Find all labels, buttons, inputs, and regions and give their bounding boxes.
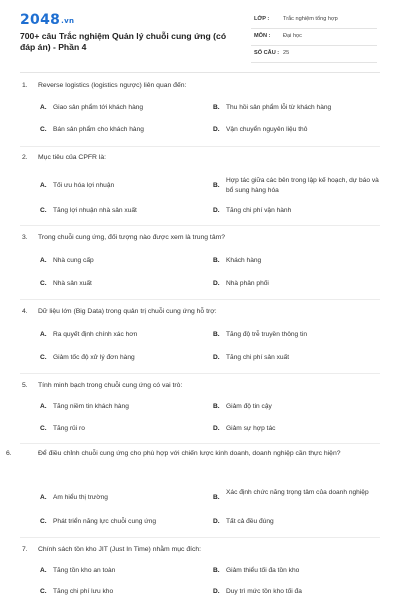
option-text: Tất cả đều đúng: [226, 518, 274, 525]
question-number: 5.: [22, 382, 28, 389]
meta-class-row: [251, 12, 377, 29]
option-letter: C.: [40, 588, 47, 595]
option-text: Ra quyết định chính xác hơn: [53, 331, 138, 338]
document-header: [0, 0, 400, 72]
logo-sub: .vn: [61, 17, 75, 25]
question-divider: [20, 225, 380, 226]
option-letter: D.: [213, 588, 220, 595]
question-text: [22, 81, 378, 91]
option-letter: D.: [213, 425, 220, 432]
question-prompt: Để điều chỉnh chuỗi cung ứng cho phù hợp với chiến lược kinh doanh, doanh nghiệp cần thực hiện?: [38, 450, 341, 457]
question-number: 4.: [22, 308, 28, 315]
option-letter: B.: [213, 494, 220, 501]
question-number: 2.: [22, 154, 28, 161]
option-text: Tăng rủi ro: [53, 425, 85, 432]
document-meta: [251, 12, 377, 63]
option-letter: B.: [213, 182, 220, 189]
question-divider: [20, 146, 380, 147]
option-letter: C.: [40, 280, 47, 287]
option-text: Am hiểu thị trường: [53, 494, 108, 501]
option-letter: D.: [213, 280, 220, 287]
meta-class-label: LỚP :: [254, 16, 270, 22]
question-text: [22, 153, 378, 163]
question-divider: [20, 299, 380, 300]
option-letter: B.: [213, 567, 220, 574]
option-letter: D.: [213, 354, 220, 361]
option-text: Tối ưu hóa lợi nhuận: [53, 182, 115, 189]
option-letter: B.: [213, 403, 220, 410]
option-text: Tăng tồn kho an toàn: [53, 567, 116, 574]
option-text: Tăng chi phí sản xuất: [226, 354, 290, 361]
meta-subject-value: Đại học: [283, 33, 302, 39]
question-text: [6, 449, 378, 459]
option-text: Khách hàng: [226, 257, 262, 264]
question-item: [0, 151, 400, 231]
meta-subject-label: MÔN :: [254, 33, 271, 39]
option-letter: B.: [213, 104, 220, 111]
question-text: [22, 233, 378, 243]
meta-count-value: 25: [283, 50, 290, 56]
option-letter: A.: [40, 567, 47, 574]
option-text: Tăng độ trễ truyền thông tin: [226, 331, 308, 338]
option-text: Nhà cung cấp: [53, 257, 94, 264]
option-text: Tăng lợi nhuận nhà sản xuất: [53, 207, 137, 214]
option-text: Nhà phân phối: [226, 280, 269, 287]
option-letter: C.: [40, 126, 47, 133]
option-letter: A.: [40, 257, 47, 264]
meta-class-value: Trắc nghiệm tổng hợp: [283, 16, 338, 22]
option-letter: C.: [40, 518, 47, 525]
option-letter: A.: [40, 104, 47, 111]
meta-subject-row: [251, 29, 377, 46]
option-letter: B.: [213, 331, 220, 338]
option-text: Giảm sự hợp tác: [226, 425, 276, 432]
option-text: Giảm tốc độ xử lý đơn hàng: [53, 354, 135, 361]
option-text: Vận chuyển nguyên liệu thô: [226, 126, 308, 133]
question-text: [22, 545, 378, 555]
meta-count-label: SỐ CÂU :: [254, 50, 280, 56]
question-divider: [20, 537, 380, 538]
question-list: [0, 79, 400, 600]
option-text: Tăng chi phí vận hành: [226, 207, 292, 214]
question-item: [0, 231, 400, 305]
option-text: Phát triển năng lực chuỗi cung ứng: [53, 518, 157, 525]
option-letter: A.: [40, 331, 47, 338]
option-letter: D.: [213, 207, 220, 214]
option-text: Xác định chức năng trọng tâm của doanh nghiệp: [226, 489, 369, 496]
question-prompt: Mục tiêu của CPFR là:: [38, 154, 106, 161]
question-item: [0, 305, 400, 379]
header-divider: [20, 72, 380, 73]
option-letter: C.: [40, 425, 47, 432]
logo-main: 2048: [20, 12, 61, 28]
option-text: Bán sản phẩm cho khách hàng: [53, 126, 144, 133]
option-text: Hợp tác giữa các bên trong lập kế hoạch, dự báo và bổ sung hàng hóa: [226, 177, 379, 194]
site-logo[interactable]: [20, 12, 74, 28]
question-divider: [20, 443, 380, 444]
question-number: 1.: [22, 82, 28, 89]
question-number: 6.: [6, 450, 12, 457]
question-prompt: Chính sách tồn kho JIT (Just In Time) nhằm mục đích:: [38, 546, 202, 553]
option-letter: A.: [40, 403, 47, 410]
option-text: Giao sản phẩm tới khách hàng: [53, 104, 144, 111]
question-number: 7.: [22, 546, 28, 553]
question-text: [22, 307, 378, 317]
option-text: Giảm độ tin cậy: [226, 403, 272, 410]
option-text: Tăng niềm tin khách hàng: [53, 403, 129, 410]
option-letter: C.: [40, 354, 47, 361]
question-number: 3.: [22, 234, 28, 241]
question-text: [22, 381, 378, 391]
option-text: Thu hồi sản phẩm lỗi từ khách hàng: [226, 104, 332, 111]
meta-count-row: [251, 46, 377, 63]
option-letter: B.: [213, 257, 220, 264]
option-letter: A.: [40, 494, 47, 501]
option-letter: D.: [213, 126, 220, 133]
question-prompt: Tính minh bạch trong chuỗi cung ứng có vai trò:: [38, 382, 183, 389]
question-item: [0, 379, 400, 447]
question-divider: [20, 373, 380, 374]
option-text: Giảm thiểu tối đa tồn kho: [226, 567, 300, 574]
question-prompt: Dữ liệu lớn (Big Data) trong quản trị chuỗi cung ứng hỗ trợ:: [38, 308, 217, 315]
question-prompt: Reverse logistics (logistics ngược) liên quan đến:: [38, 82, 187, 89]
option-text: Duy trì mức tồn kho tối đa: [226, 588, 302, 595]
question-item: [0, 543, 400, 600]
question-prompt: Trong chuỗi cung ứng, đối tượng nào được xem là trung tâm?: [38, 234, 226, 241]
option-letter: D.: [213, 518, 220, 525]
question-item: [0, 79, 400, 151]
document-title: 700+ câu Trắc nghiệm Quản lý chuỗi cung ứng (có đáp án) - Phần 4: [20, 31, 227, 52]
option-text: Tăng chi phí lưu kho: [53, 588, 114, 595]
option-text: Nhà sản xuất: [53, 280, 92, 287]
option-letter: A.: [40, 182, 47, 189]
question-item: [0, 447, 400, 543]
option-letter: C.: [40, 207, 47, 214]
